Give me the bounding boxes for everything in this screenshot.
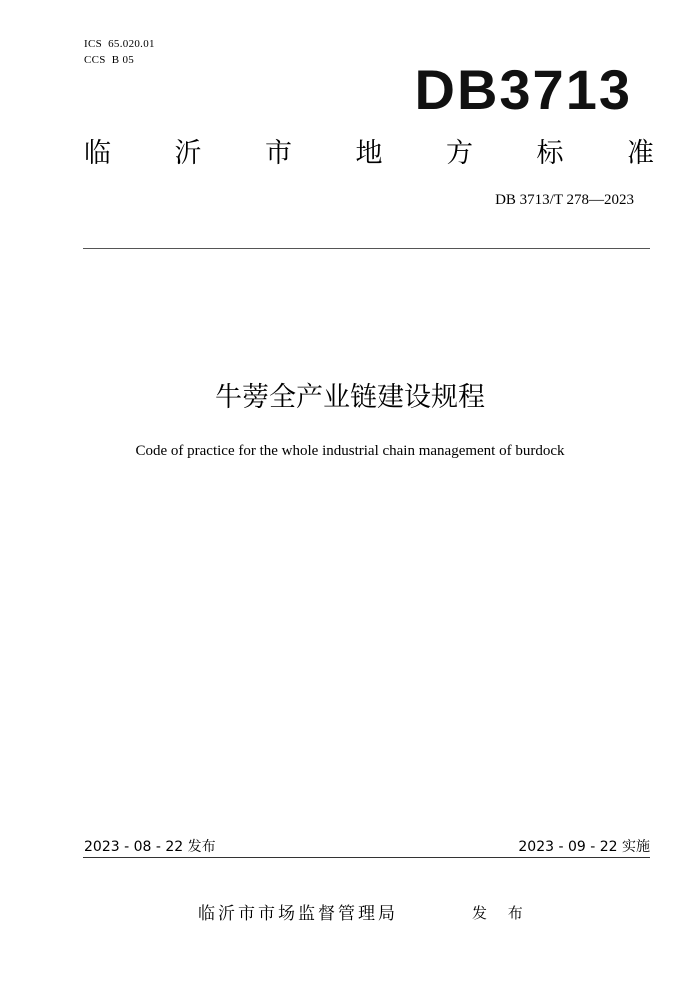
document-title-zh: 牛蒡全产业链建设规程 xyxy=(215,382,485,413)
document-title-en: Code of practice for the whole industrial chain management of burdock xyxy=(135,443,565,459)
db-logo: DB3713 xyxy=(414,58,632,121)
classification-codes xyxy=(84,36,155,68)
footer-divider xyxy=(83,857,650,858)
ccs-code: CCS B 05 xyxy=(84,54,135,66)
ics-code: ICS 65.020.01 xyxy=(84,38,155,50)
standard-type-char: 市 xyxy=(265,138,292,169)
standard-type-char: 地 xyxy=(355,138,383,169)
standard-type-char: 标 xyxy=(536,138,564,169)
issue-label: 发 布 xyxy=(472,904,531,922)
publish-date: 2023 - 08 - 22 发布 xyxy=(84,839,216,855)
standard-type-char: 方 xyxy=(446,138,473,169)
issuing-authority: 临沂市市场监督管理局 xyxy=(198,904,398,924)
standard-type-char: 沂 xyxy=(174,138,202,169)
standard-type-char: 临 xyxy=(84,138,111,169)
standard-type-char: 准 xyxy=(627,138,654,169)
standard-type-title xyxy=(84,136,654,172)
standard-number: DB 3713/T 278—2023 xyxy=(495,192,634,208)
implement-date: 2023 - 09 - 22 实施 xyxy=(518,839,650,855)
header-divider xyxy=(83,248,650,249)
